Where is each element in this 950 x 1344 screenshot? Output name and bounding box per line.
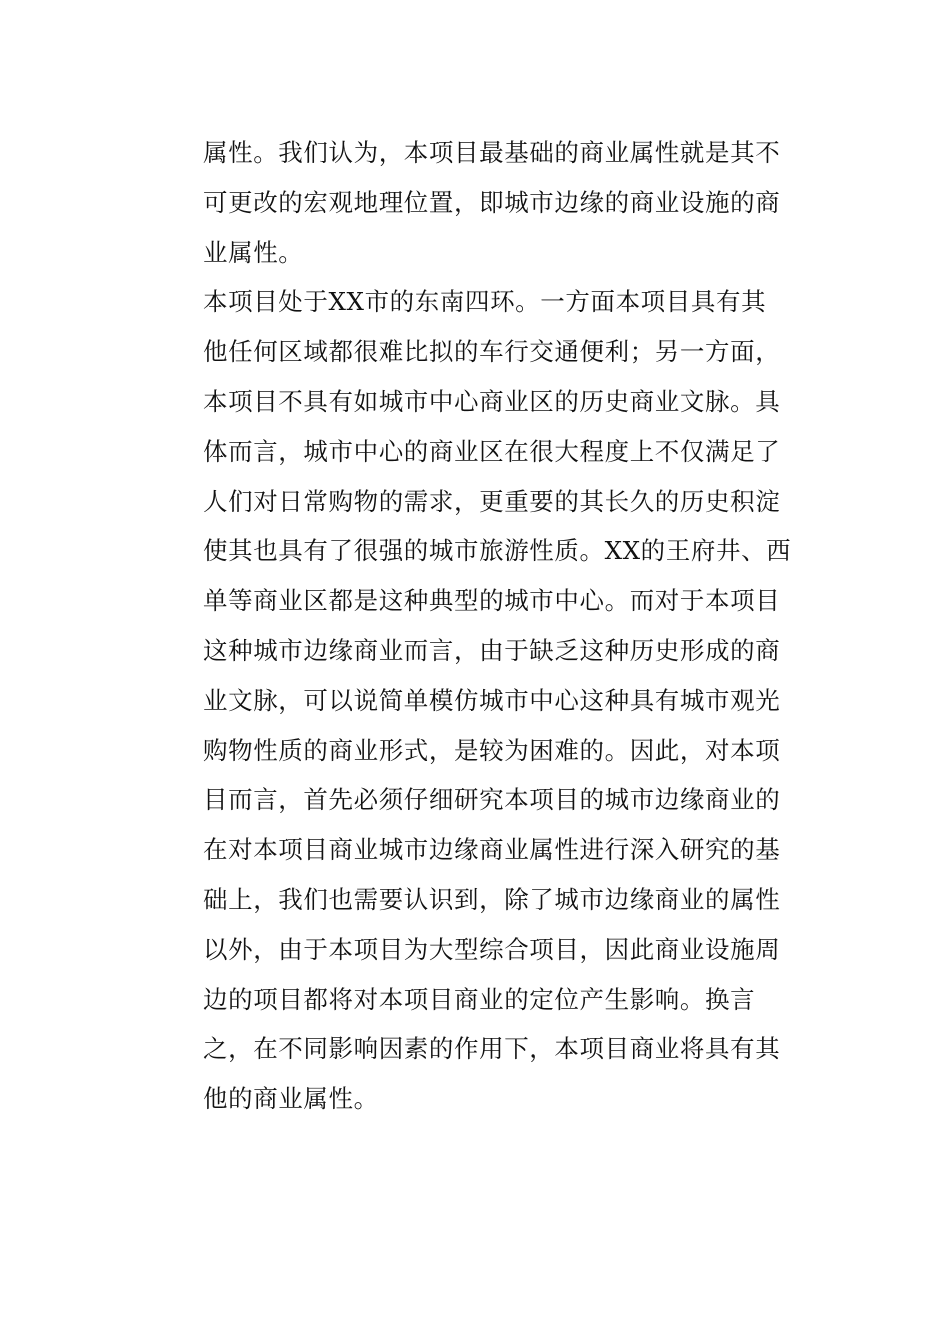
document-body	[203, 128, 793, 1124]
text-line: 以外，由于本项目为大型综合项目，因此商业设施周	[203, 934, 781, 964]
text-line: 目而言，首先必须仔细研究本项目的城市边缘商业的	[203, 785, 781, 815]
paragraph-3	[203, 825, 793, 1124]
text-line: 本项目不具有如城市中心商业区的历史商业文脉。具	[203, 386, 781, 416]
text-line: 这种城市边缘商业而言，由于缺乏这种历史形成的商	[203, 635, 781, 665]
text-line: 可更改的宏观地理位置，即城市边缘的商业设施的商	[203, 187, 781, 217]
text-line: 使其也具有了很强的城市旅游性质。XX的王府井、西	[203, 536, 792, 566]
text-line: 属性。我们认为，本项目最基础的商业属性就是其不	[203, 138, 781, 167]
text-line: 础上，我们也需要认识到，除了城市边缘商业的属性	[203, 884, 781, 914]
text-line: 体而言，城市中心的商业区在很大程度上不仅满足了	[203, 436, 781, 466]
text-line: 本项目处于XX市的东南四环。一方面本项目具有其	[203, 287, 767, 317]
text-line: 购物性质的商业形式，是较为困难的。因此，对本项	[203, 735, 781, 765]
text-line: 边的项目都将对本项目商业的定位产生影响。换言	[203, 984, 756, 1014]
paragraph-1	[203, 128, 793, 277]
text-line: 他任何区域都很难比拟的车行交通便利；另一方面，	[203, 337, 781, 367]
paragraph-2	[203, 277, 793, 825]
text-line: 在对本项目商业城市边缘商业属性进行深入研究的基	[203, 835, 781, 865]
text-line: 业属性。	[203, 237, 304, 267]
text-line: 业文脉，可以说简单模仿城市中心这种具有城市观光	[203, 685, 781, 715]
text-line: 他的商业属性。	[203, 1084, 379, 1114]
text-line: 单等商业区都是这种典型的城市中心。而对于本项目	[203, 586, 781, 616]
text-line: 之，在不同影响因素的作用下，本项目商业将具有其	[203, 1034, 781, 1064]
text-line: 人们对日常购物的需求，更重要的其长久的历史积淀	[203, 486, 781, 516]
